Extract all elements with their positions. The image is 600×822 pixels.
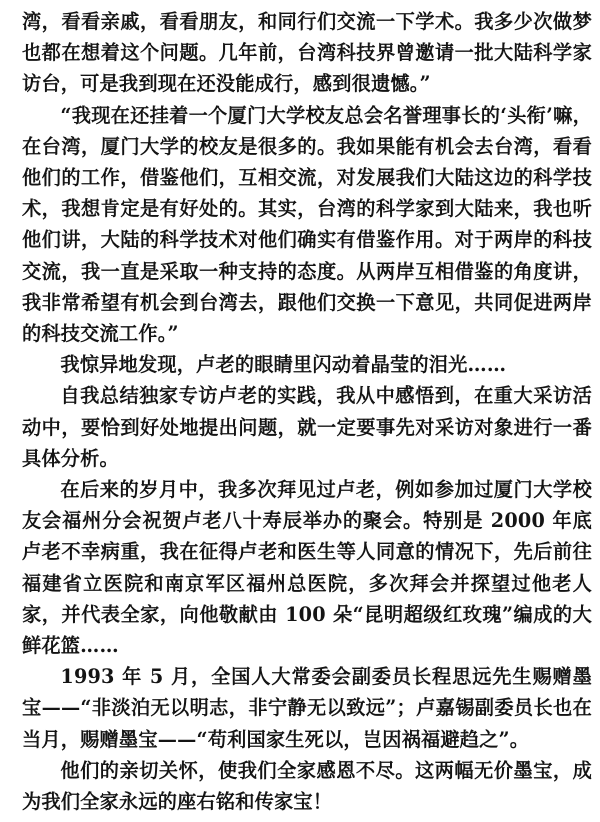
paragraph-4: 自我总结独家专访卢老的实践，我从中感悟到，在重大采访活动中，要恰到好处地提出问题，就一定要事先对采访对象进行一番具体分析。	[22, 384, 592, 470]
paragraph-6: 1993 年 5 月，全国人大常委会副委员长程思远先生赐赠墨宝——“非淡泊无以明志，非宁静无以致远”；卢嘉锡副委员长也在当月，赐赠墨宝——“苟利国家生死以，岂因祸福避趋之”。	[22, 665, 592, 751]
paragraph-5: 在后来的岁月中，我多次拜见过卢老，例如参加过厦门大学校友会福州分会祝贺卢老八十寿辰举办的聚会。特别是 2000 年底卢老不幸病重，我在征得卢老和医生等人同意的情况下，先后前往福建省立医院和南京军区福州总医院，多次拜会并探望过他老人家，并代表全家，向他敬献由 100 朵“昆明超级红玫瑰”编成的大鲜花篮……	[22, 478, 592, 658]
paragraph-7: 他们的亲切关怀，使我们全家感恩不尽。这两幅无价墨宝，成为我们全家永远的座右铭和传家宝！	[22, 758, 592, 814]
paragraph-3: 我惊异地发现，卢老的眼睛里闪动着晶莹的泪光……	[60, 353, 507, 377]
paragraph-2: “我现在还挂着一个厦门大学校友总会名誉理事长的‘头衔’嘛，在台湾，厦门大学的校友是很多的。我如果能有机会去台湾，看看他们的工作，借鉴他们，互相交流，对发展我们大陆这边的科学技术，我想肯定是有好处的。其实，台湾的科学家到大陆来，我也听他们讲，大陆的科学技术对他们确实有借鉴作用。对于两岸的科技交流，我一直是采取一种支持的态度。从两岸互相借鉴的角度讲，我非常希望有机会到台湾去，跟他们交换一下意见，共同促进两岸的科技交流工作。”	[22, 103, 592, 346]
paragraph-1: 湾，看看亲戚，看看朋友，和同行们交流一下学术。我多少次做梦也都在想着这个问题。几年前，台湾科技界曾邀请一批大陆科学家访台，可是我到现在还没能成行，感到很遗憾。”	[22, 10, 592, 96]
